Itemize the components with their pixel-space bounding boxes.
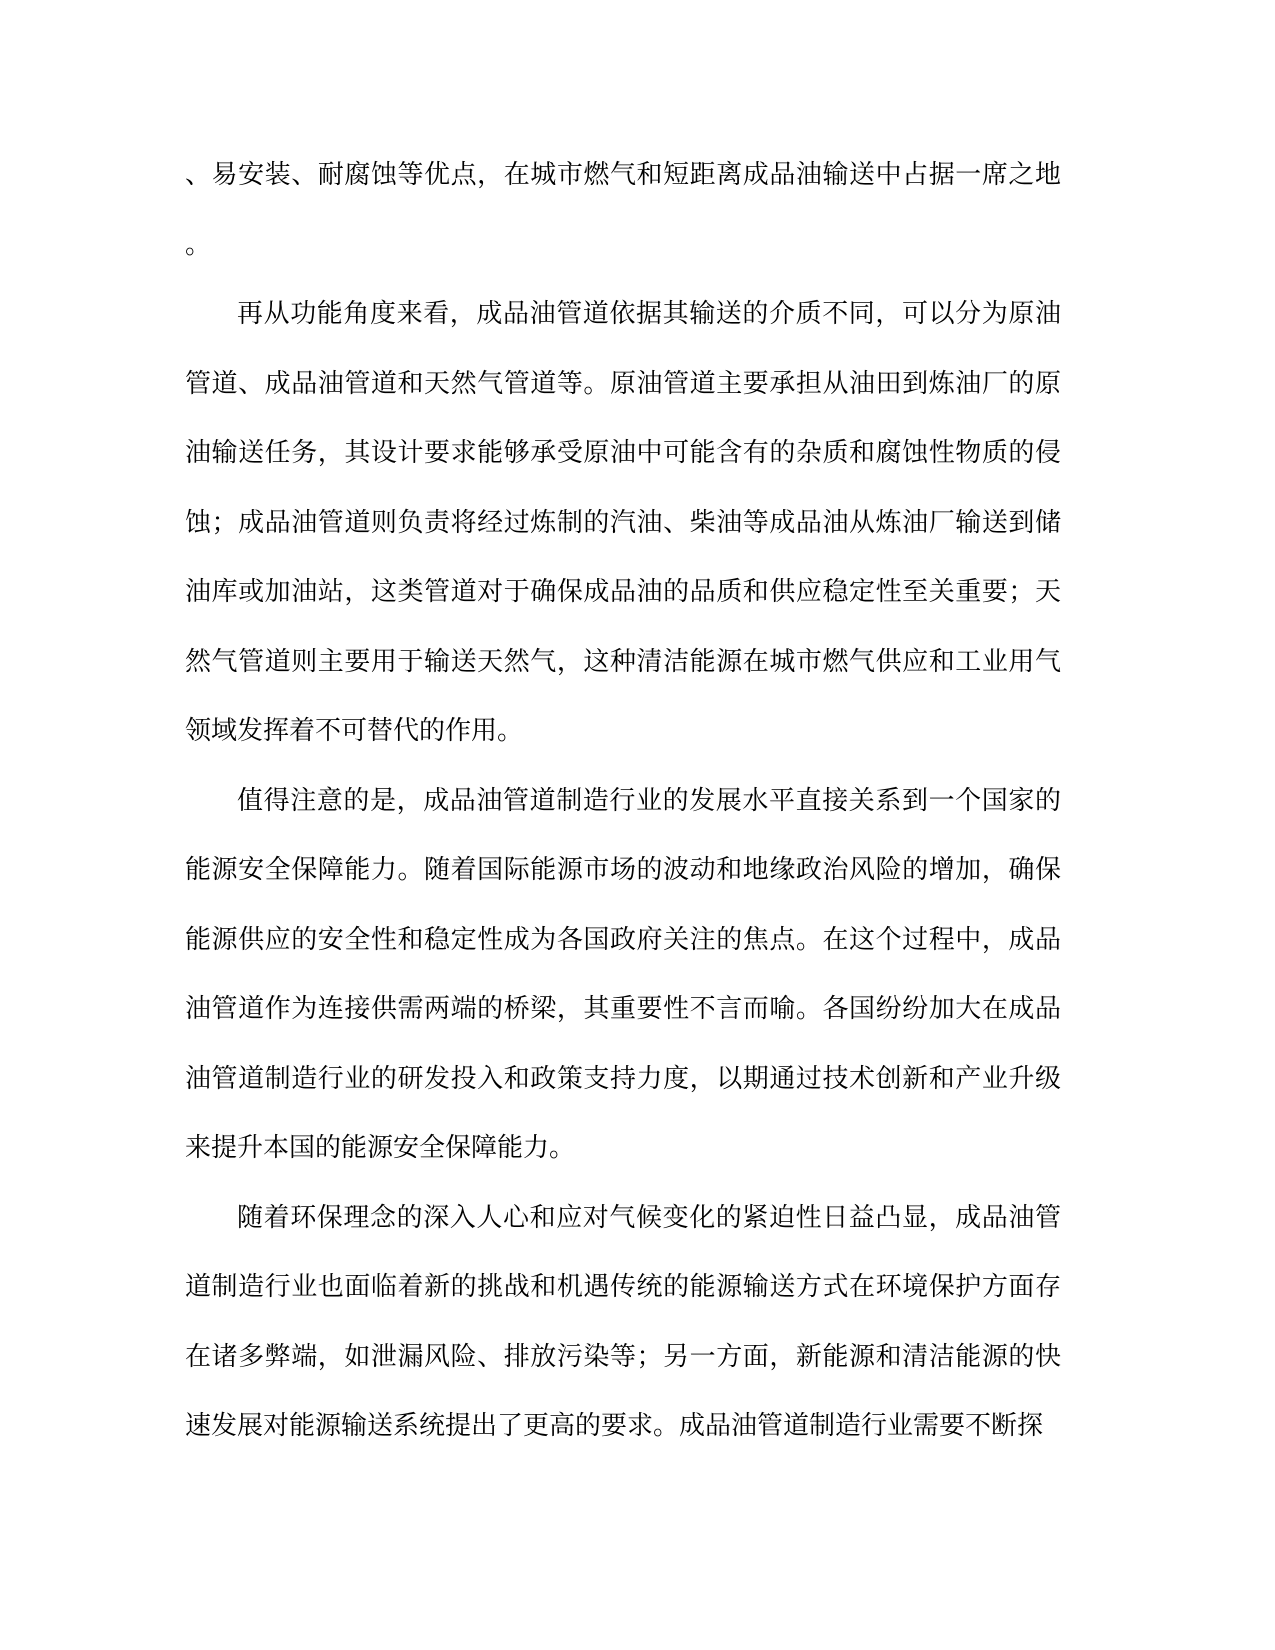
- text-line: 油管道制造行业的研发投入和政策支持力度，以期通过技术创新和产业升级: [185, 1062, 1061, 1093]
- text-line: 在诸多弊端，如泄漏风险、排放污染等；另一方面，新能源和清洁能源的快: [185, 1340, 1061, 1371]
- paragraph: [185, 1183, 1061, 1461]
- text-line: 蚀；成品油管道则负责将经过炼制的汽油、柴油等成品油从炼油厂输送到储: [185, 506, 1061, 537]
- text-line: 来提升本国的能源安全保障能力。: [185, 1132, 576, 1162]
- paragraph: [185, 766, 1061, 1183]
- text-line: 道制造行业也面临着新的挑战和机遇传统的能源输送方式在环境保护方面存: [185, 1271, 1061, 1301]
- text-line: 领域发挥着不可替代的作用。: [185, 715, 524, 745]
- text-line: 值得注意的是，成品油管道制造行业的发展水平直接关系到一个国家的: [237, 784, 1061, 815]
- paragraph: [185, 279, 1061, 766]
- text-line: 随着环保理念的深入人心和应对气候变化的紧迫性日益凸显，成品油管: [237, 1201, 1061, 1232]
- text-line: 油库或加油站，这类管道对于确保成品油的品质和供应稳定性至关重要；天: [185, 576, 1061, 606]
- text-line: 管道、成品油管道和天然气管道等。原油管道主要承担从油田到炼油厂的原: [185, 367, 1061, 398]
- text-line: 再从功能角度来看，成品油管道依据其输送的介质不同，可以分为原油: [237, 298, 1061, 328]
- text-line: 油管道作为连接供需两端的桥梁，其重要性不言而喻。各国纷纷加大在成品: [185, 993, 1061, 1023]
- text-line: 能源供应的安全性和稳定性成为各国政府关注的焦点。在这个过程中，成品: [185, 923, 1061, 954]
- text-line: 速发展对能源输送系统提出了更高的要求。成品油管道制造行业需要不断探: [185, 1410, 1044, 1440]
- text-line: 油输送任务，其设计要求能够承受原油中可能含有的杂质和腐蚀性物质的侵: [185, 437, 1061, 467]
- document-body: [185, 140, 1061, 1461]
- text-line: 。: [185, 228, 212, 259]
- text-line: 、易安装、耐腐蚀等优点，在城市燃气和短距离成品油输送中占据一席之地: [185, 159, 1061, 189]
- paragraph: [185, 140, 1061, 279]
- text-line: 然气管道则主要用于输送天然气，这种清洁能源在城市燃气供应和工业用气: [185, 645, 1061, 676]
- text-line: 能源安全保障能力。随着国际能源市场的波动和地缘政治风险的增加，确保: [185, 854, 1061, 884]
